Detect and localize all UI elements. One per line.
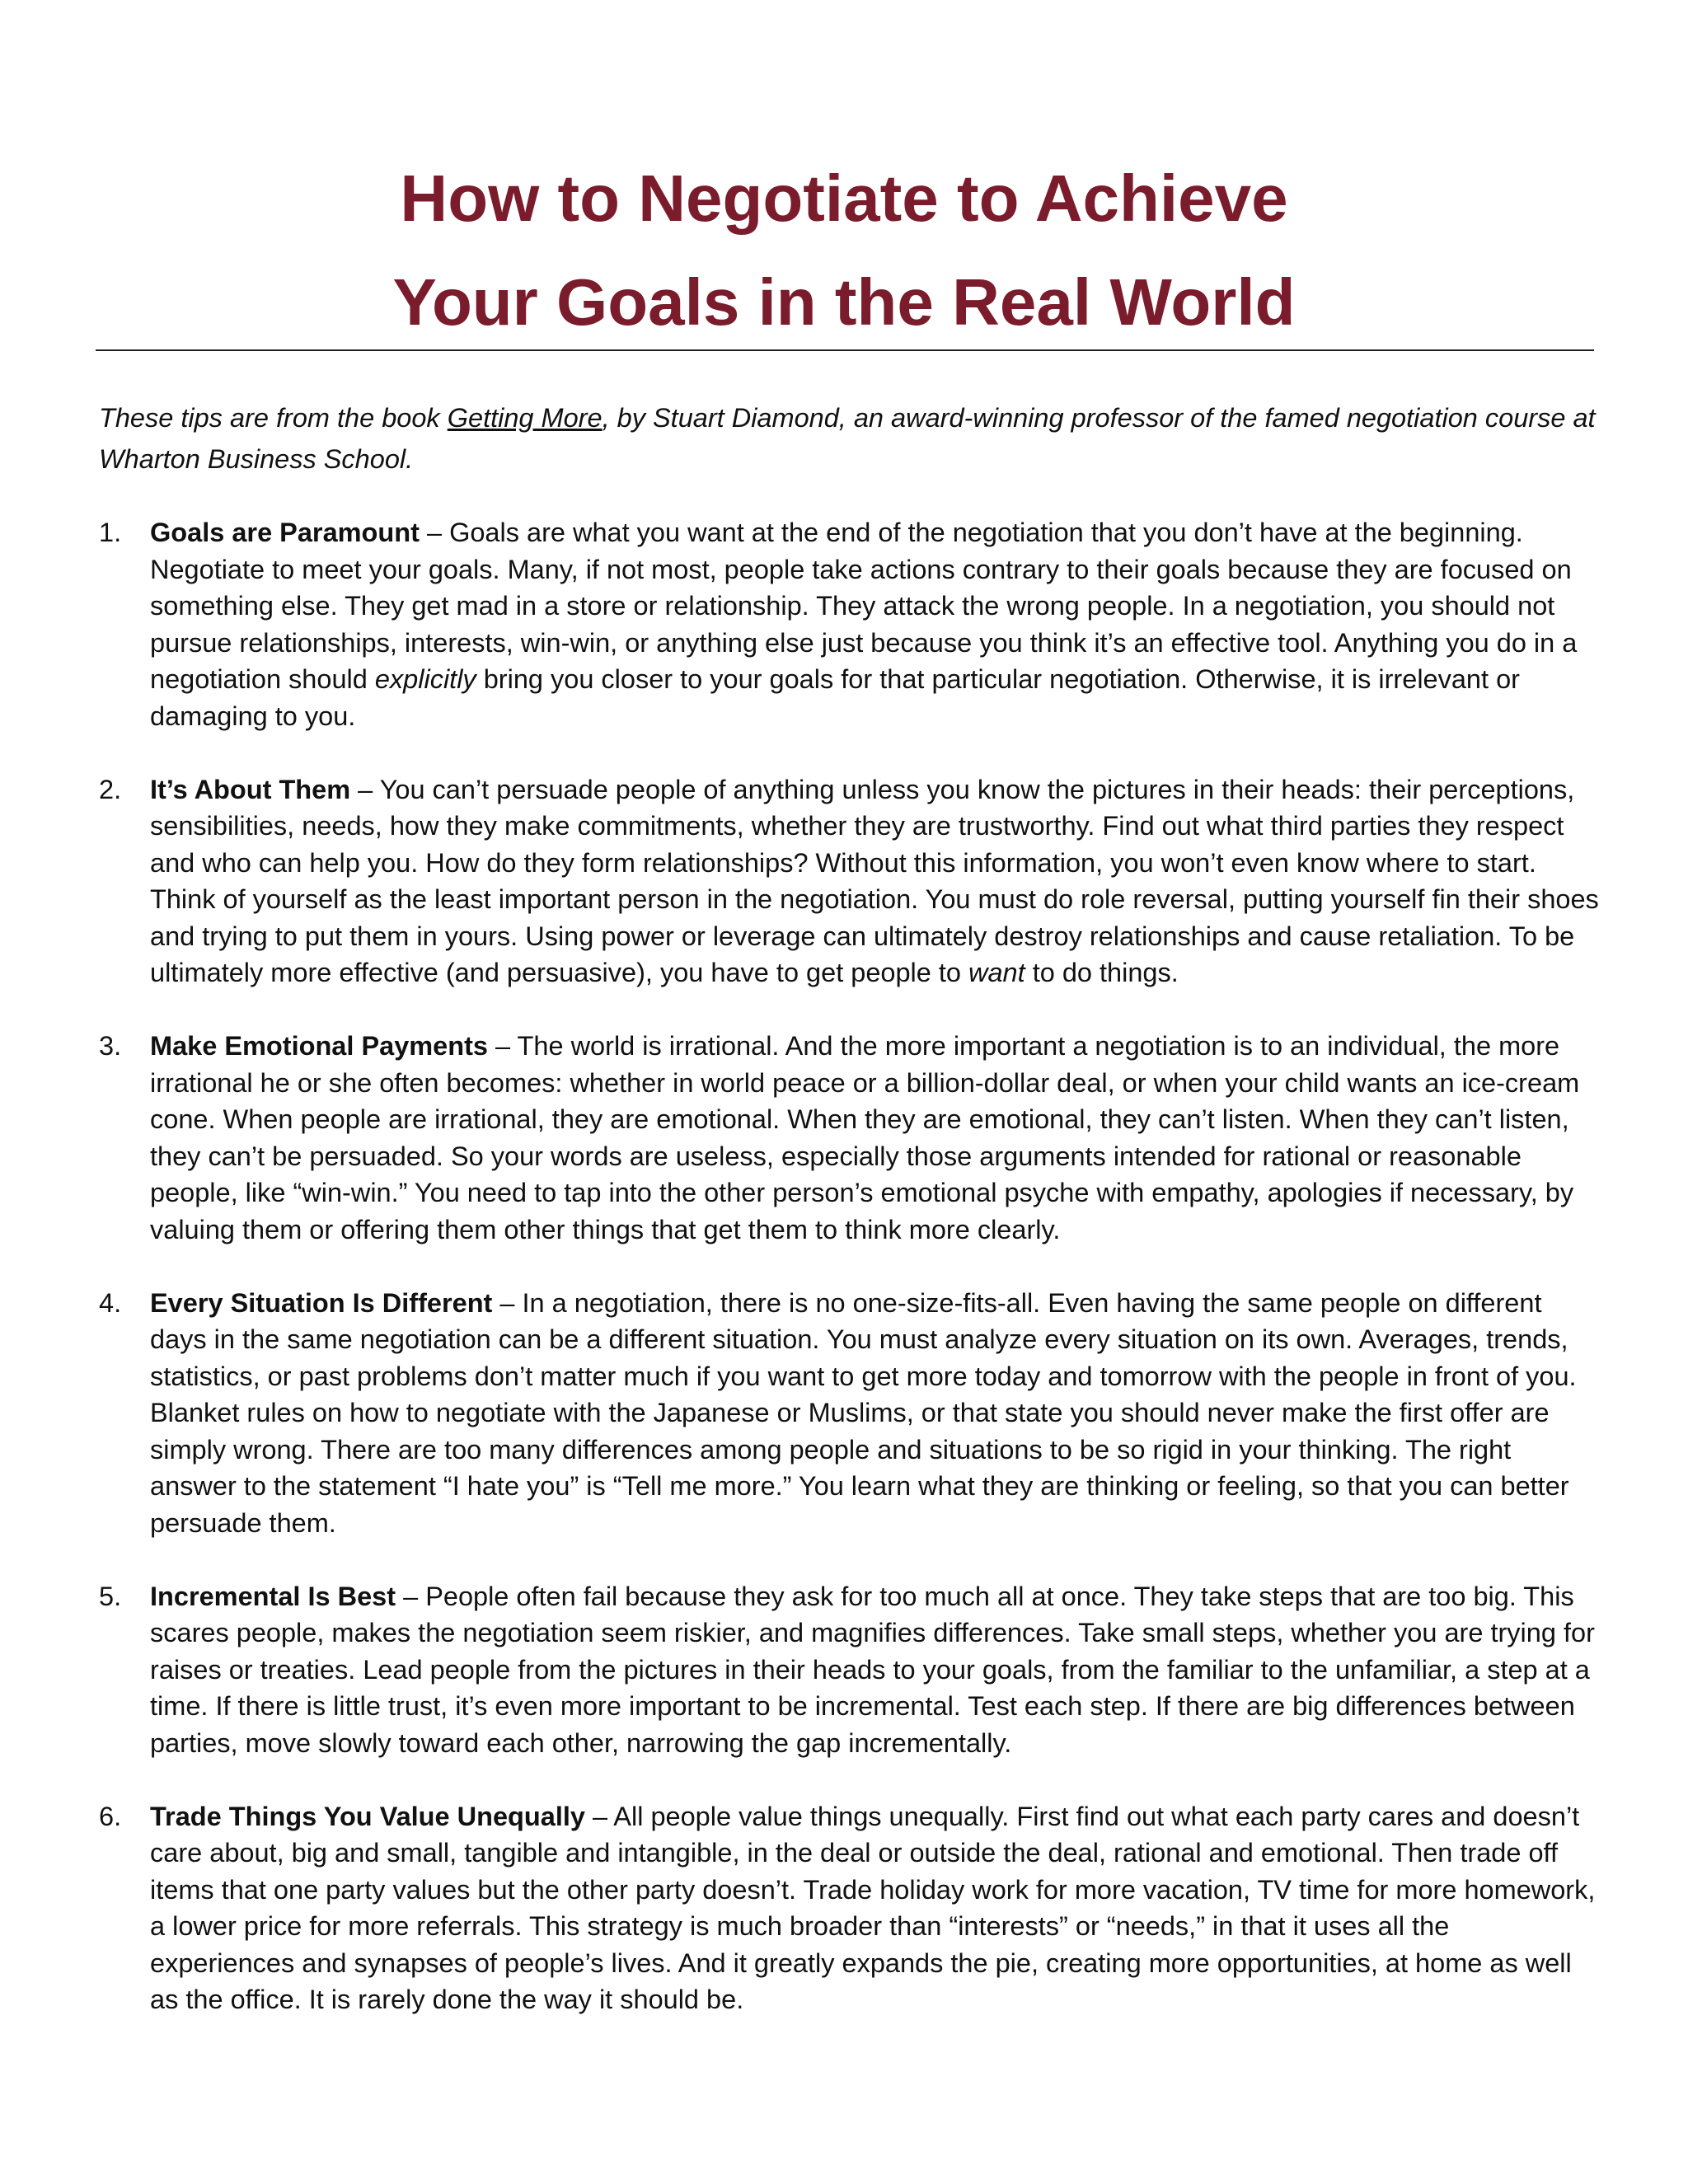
tip-separator: – — [419, 518, 450, 547]
tip-heading: Make Emotional Payments — [150, 1031, 488, 1061]
tip-number: 6. — [99, 1801, 122, 1831]
tip-heading: It’s About Them — [150, 774, 351, 804]
tip-separator: – — [350, 774, 380, 804]
page-title — [96, 147, 1592, 354]
tip-number: 2. — [99, 774, 122, 804]
title-line-1: How to Negotiate to Achieve — [400, 162, 1288, 235]
intro-paragraph — [99, 397, 1599, 480]
tip-item-2 — [99, 771, 1601, 991]
tip-text: Goals are what you want at the end of the negotiation that you don’t have at the beginning. Negotiate to meet your goals. Many, if not most, people take actions contrary to their goals because they are focused on something else. They get mad in a store or relationship. They attack the wrong people. In a negotiation, you should not pursue relationships, interests, win-win, or anything else just because you think it’s an effective tool. Anything you do in a negotiation should — [150, 518, 1578, 694]
tip-heading: Every Situation Is Different — [150, 1287, 493, 1318]
tip-item-3 — [99, 1028, 1601, 1248]
tip-text: The world is irrational. And the more important a negotiation is to an individual, the more irrational he or she often becomes: whether in world peace or a billion-dollar deal, or when your child wants an ice-cream cone. When people are irrational, they are emotional. When they are emotional, they can’t listen. When they can’t listen, they can’t be persuaded. So your words are useless, especially those arguments intended for rational or reasonable people, like “win-win.” You need to tap into the other person’s emotional psyche with empathy, apologies if necessary, by valuing them or offering them other things that get them to think more clearly. — [150, 1031, 1580, 1244]
tip-number: 4. — [99, 1287, 122, 1318]
tip-item-6 — [99, 1798, 1601, 2018]
tip-item-4 — [99, 1285, 1601, 1542]
tip-text: You can’t persuade people of anything unless you know the pictures in their heads: their perceptions, sensibilities, needs, how they make commitments, whether they are trustworthy. Find out what third parties they respect and who can help you. How do they form relationships? Without this information, you won’t even know where to start. Think of yourself as the least important person in the negotiation. You must do role reversal, putting yourself fin their shoes and trying to put them in yours. Using power or leverage can ultimately destroy relationships and cause retaliation. To be ultimately more effective (and persuasive), you have to get people to — [150, 774, 1599, 987]
intro-text-after: , by Stuart Diamond, an award-winning professor of the famed negotiation course at Wharton Business School. — [99, 403, 1596, 474]
tip-separator: – — [492, 1287, 523, 1318]
tip-text: All people value things unequally. First find out what each party cares and doesn’t care about, big and small, tangible and intangible, in the deal or outside the deal, rational and emotional. Then trade off items that one party values but the other party doesn’t. Trade holiday work for more vacation, TV time for more homework, a lower price for more referrals. This strategy is much broader than “interests” or “needs,” in that it uses all the experiences and synapses of people’s lives. And it greatly expands the pie, creating more opportunities, at home as well as the office. It is rarely done the way it should be. — [150, 1801, 1596, 2014]
title-line-2: Your Goals in the Real World — [392, 265, 1296, 339]
tip-heading: Trade Things You Value Unequally — [150, 1801, 585, 1831]
intro-text-before: These tips are from the book — [99, 403, 448, 433]
tip-heading: Goals are Paramount — [150, 518, 420, 547]
tip-item-1 — [99, 514, 1601, 734]
tip-emphasis: explicitly — [374, 664, 476, 694]
tip-heading: Incremental Is Best — [150, 1581, 396, 1611]
book-title: Getting More — [447, 403, 603, 433]
tip-separator: – — [584, 1801, 614, 1831]
tip-number: 1. — [99, 518, 122, 547]
tip-text-end: bring you closer to your goals for that particular negotiation. Otherwise, it is irrelevant or damaging to you. — [150, 664, 1520, 731]
tip-separator: – — [488, 1031, 518, 1061]
tip-text: People often fail because they ask for too much all at once. They take steps that are too big. This scares people, makes the negotiation seem riskier, and magnifies differences. Take small steps, whether you are trying for raises or treaties. Lead people from the pictures in their heads to your goals, from the familiar to the unfamiliar, a step at a time. If there is little trust, it’s even more important to be incremental. Test each step. If there are big differences between parties, move slowly toward each other, narrowing the gap incrementally. — [150, 1581, 1595, 1758]
tip-separator: – — [396, 1581, 426, 1611]
tip-item-5 — [99, 1578, 1601, 1762]
tip-emphasis: want — [968, 958, 1025, 987]
tip-number: 3. — [99, 1031, 122, 1061]
tip-text-end: to do things. — [1025, 958, 1179, 987]
tips-list — [99, 514, 1601, 2055]
tip-text: In a negotiation, there is no one-size-fits-all. Even having the same people on different days in the same negotiation can be a different situation. You must analyze every situation on its own. Averages, trends, statistics, or past problems don’t matter much if you want to get more today and tomorrow with the people in front of you. Blanket rules on how to negotiate with the Japanese or Muslims, or that state you should never make the first offer are simply wrong. There are too many differences among people and situations to be so rigid in your thinking. The right answer to the statement “I hate you” is “Tell me more.” You learn what they are thinking or feeling, so that you can better persuade them. — [150, 1287, 1577, 1538]
title-divider — [96, 349, 1594, 351]
tip-number: 5. — [99, 1581, 122, 1611]
